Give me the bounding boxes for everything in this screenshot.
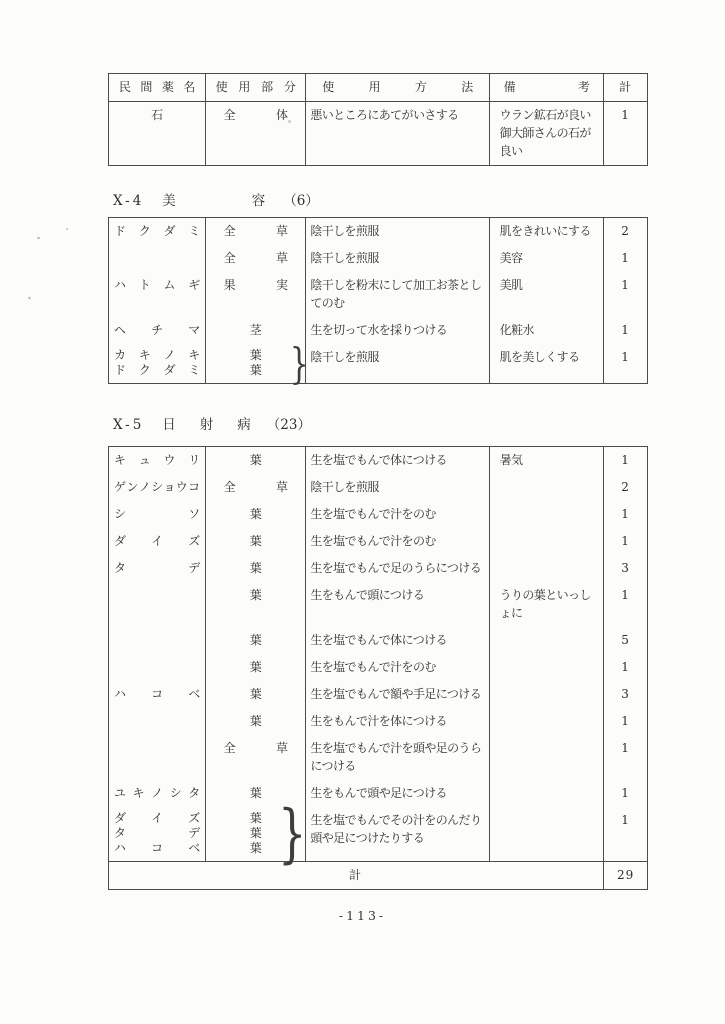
cell-used-part [206,272,307,317]
cell-remark: 肌を美しくする [490,344,605,383]
char: 体 [275,108,288,122]
cell-count: 1 [621,534,630,548]
char: ョ [163,480,175,494]
char: 計 [619,80,633,94]
cell-remark: 美容 [490,245,605,272]
cell-used-part [206,501,307,528]
char: タ [114,826,126,840]
char: ダ [114,534,126,548]
char: 葉 [249,348,262,362]
cell-usage-method: 生を塩でもんで額や手足につける [306,681,489,708]
cell-used-part [206,797,307,871]
char: ム [163,278,175,292]
cell-line [224,363,288,378]
cell-count: 1 [621,350,630,364]
section-count: （23） [266,417,311,433]
table-row [109,708,647,735]
cell-count: 3 [621,561,630,575]
char: 用 [368,80,380,94]
cell-line [224,348,288,363]
header-cell [206,74,307,101]
char: 草 [275,224,288,238]
char: 間 [140,80,152,94]
char: シ [169,786,182,800]
cell-count: 1 [621,813,630,827]
table-row [109,627,647,654]
char: ベ [188,687,200,701]
char: ソ [188,507,200,521]
char: ハ [114,841,126,855]
char: ノ [163,348,175,362]
cell-used-part [206,654,307,681]
char: 実 [275,278,288,292]
char: チ [151,323,163,337]
char: 葉 [249,561,262,575]
char: 全 [223,108,236,122]
char: ズ [188,534,200,548]
cell-remark [490,555,605,582]
cell-usage-method: 生を切って水を採りつける [306,317,489,344]
char: タ [188,786,200,800]
char: 葉 [249,687,262,701]
cell-used-part [206,102,307,165]
cell-line [114,348,200,363]
cell-usage-method: 生を塩でもんで汁をのむ [306,501,489,528]
char: ダ [163,363,175,377]
cell-remark [490,501,605,528]
char: タ [114,561,126,575]
char: デ [188,826,200,840]
cell-medicine-name [109,447,206,474]
table-row [109,102,647,165]
section-heading-x5 [113,413,311,433]
char: イ [151,811,163,825]
cell-used-part [206,218,307,245]
char: リ [188,453,200,467]
char: ゲ [114,480,126,494]
char: 名 [183,80,195,94]
cell-medicine-name [109,555,206,582]
table-heatstroke [108,446,648,890]
cell-count: 1 [621,588,630,602]
char: 葉 [249,588,262,602]
char: ハ [114,687,126,701]
scan-speck [37,237,40,239]
char: ノ [151,786,163,800]
cell-medicine-name [109,102,206,165]
char: 民 [119,80,131,94]
cell-usage-method: 陰干しを煎服 [306,218,489,245]
char: 葉 [249,633,262,647]
char: ベ [188,841,200,855]
cell-count: 1 [621,507,630,521]
char: 果 [223,278,236,292]
char: ド [114,363,126,377]
char: ギ [188,278,200,292]
char: ド [114,224,126,238]
cell-line [114,811,200,826]
char: キ [114,453,126,467]
cell-medicine-name [109,272,206,317]
char: 草 [275,251,288,265]
cell-used-part [206,338,309,388]
char: デ [188,561,200,575]
table-row [109,338,647,388]
group-brace-icon: } [290,338,309,388]
cell-remark [490,528,605,555]
char: 葉 [249,363,262,377]
cell-count: 2 [621,224,630,238]
table-row [109,218,647,245]
table-row [109,582,647,627]
cell-used-part [206,447,307,474]
char: ヘ [114,323,126,337]
cell-remark: ウラン鉱石が良い御大師さんの石が良い [490,102,605,165]
cell-usage-method: 生を塩でもんで体につける [306,447,489,474]
cell-usage-method: 生をもんで頭につける [306,582,489,627]
char: 法 [461,80,473,94]
cell-remark [490,708,605,735]
cell-count: 1 [621,108,630,122]
char: キ [132,786,144,800]
cell-count: 1 [621,323,630,337]
char: ズ [188,811,200,825]
cell-usage-method: 悪いところにあてがいさする [306,102,489,165]
char: カ [114,348,126,362]
char: 考 [577,80,590,94]
table-row [109,735,647,780]
cell-remark [490,735,605,780]
total-row [109,861,647,889]
char: 葉 [249,453,262,467]
header-cell [490,74,605,101]
cell-usage-method: 生をもんで汁を体につける [306,708,489,735]
header-cell [604,74,647,101]
section-title-char: 美 [162,193,176,209]
cell-usage-method: 生をもんで頭や足につける [306,780,489,807]
section-heading-x4 [113,189,319,209]
char: 茎 [249,323,262,337]
table-row [109,245,647,272]
char: マ [188,323,200,337]
char: ト [138,278,151,292]
char: 全 [223,480,236,494]
cell-medicine-name [109,474,206,501]
cell-usage-method: 生を塩でもんで体につける [306,627,489,654]
cell-medicine-name [109,501,206,528]
table-row [109,501,647,528]
char: 葉 [249,786,262,800]
cell-medicine-name [109,218,206,245]
cell-remark: 暑気 [490,447,605,474]
char: ダ [163,224,175,238]
table-row [109,272,647,317]
cell-medicine-name [109,317,206,344]
cell-usage-method: 生を塩でもんで汁を頭や足のうらにつける [306,735,489,780]
group-brace-icon: } [278,797,307,871]
cell-count: 1 [621,453,630,467]
scan-speck [28,296,32,299]
char: 使 [215,80,228,94]
table-beauty [108,217,648,388]
cell-count: 1 [621,714,630,728]
cell-medicine-name [109,582,206,627]
cell-count: 1 [621,251,630,265]
cell-used-part [206,735,307,780]
total-label: 計 [109,862,604,889]
char: 薬 [161,80,174,94]
table-folk-remedy-stone [108,73,648,166]
char: ハ [114,278,126,292]
cell-remark [490,807,605,861]
cell-count: 5 [621,633,630,647]
char: 草 [275,741,288,755]
cell-used-part [206,245,307,272]
scan-speck [66,228,68,230]
table-row [109,780,647,807]
cell-remark: 肌をきれいにする [490,218,605,245]
char: ュ [138,453,151,467]
cell-line [114,826,200,841]
cell-usage-method: 生を塩でもんでその汁をのんだり頭や足につけたりする [306,807,489,861]
cell-count: 1 [621,786,630,800]
char: 葉 [249,841,262,855]
cell-usage-method: 生を塩でもんで汁をのむ [306,528,489,555]
cell-count: 1 [621,278,630,292]
section-count: （6） [283,193,319,209]
cell-used-part [206,474,307,501]
cell-used-part [206,528,307,555]
cell-remark [490,627,605,654]
char: 全 [223,251,236,265]
char: ミ [188,363,200,377]
char: 部 [261,80,273,94]
table-row [109,474,647,501]
cell-usage-method: 生を塩でもんで汁をのむ [306,654,489,681]
char: 葉 [249,811,262,825]
table-row [109,447,647,474]
char: 全 [223,741,236,755]
cell-usage-method: 陰干しを煎服 [306,344,489,383]
cell-line [114,841,200,856]
cell-medicine-name [109,627,206,654]
total-count: 29 [616,868,635,882]
char: 葉 [249,507,262,521]
table-row [109,654,647,681]
cell-medicine-name [109,654,206,681]
header-cell [306,74,489,101]
cell-remark: 化粧水 [490,317,605,344]
char: ク [138,363,151,377]
cell-used-part [206,708,307,735]
char: 草 [275,480,288,494]
cell-used-part [206,681,307,708]
cell-remark: 美肌 [490,272,605,317]
cell-medicine-name [109,735,206,780]
cell-medicine-name [109,708,206,735]
cell-medicine-name [109,807,206,861]
char: コ [151,841,163,855]
cell-used-part [206,627,307,654]
char: ノ [138,480,151,494]
section-title-char: 日 [162,417,176,433]
table-row [109,681,647,708]
table-row [109,797,647,871]
char: イ [151,534,163,548]
char: ユ [114,786,126,800]
cell-remark [490,654,605,681]
char: コ [188,480,200,494]
char: コ [151,687,163,701]
cell-count: 3 [621,687,630,701]
cell-usage-method: 生を塩でもんで足のうらにつける [306,555,489,582]
cell-usage-method: 陰干しを粉末にして加工お茶としてのむ [306,272,489,317]
char: ク [138,224,151,238]
char: シ [151,480,163,494]
char: 分 [283,80,296,94]
page-number: -113- [338,908,387,923]
cell-usage-method: 陰干しを煎服 [306,245,489,272]
section-title-char: 射 [199,417,214,433]
char: ウ [175,480,188,494]
cell-medicine-name [109,528,206,555]
char: 葉 [249,534,262,548]
char: 葉 [249,660,262,674]
scan-speck [288,120,291,123]
cell-remark [490,474,605,501]
cell-count: 1 [621,741,630,755]
char: 全 [223,224,236,238]
char: 石 [151,108,163,122]
section-title-char: 病 [237,417,251,433]
cell-usage-method: 陰干しを煎服 [306,474,489,501]
table-row [109,555,647,582]
cell-line [114,363,200,378]
table-row [109,317,647,344]
cell-medicine-name [109,780,206,807]
char: キ [188,348,200,362]
cell-count: 2 [621,480,630,494]
table-row [109,528,647,555]
cell-remark [490,681,605,708]
char: 使 [322,80,334,94]
char: 葉 [249,714,262,728]
char: シ [114,507,126,521]
cell-remark: うりの葉といっしょに [490,582,605,627]
cell-medicine-name [109,344,206,383]
char: 方 [414,80,427,94]
cell-remark [490,780,605,807]
section-id: X-4 [113,193,145,209]
cell-medicine-name [109,245,206,272]
char: 用 [238,80,250,94]
section-id: X-5 [113,417,145,433]
cell-used-part [206,555,307,582]
cell-medicine-name [109,681,206,708]
char: ウ [163,453,175,467]
char: 葉 [249,826,262,840]
char: キ [138,348,151,362]
cell-used-part [206,582,307,627]
cell-count: 1 [621,660,630,674]
header-cell [109,74,206,101]
char: ン [126,480,138,494]
char: 備 [503,80,516,94]
table-header-row [109,74,647,102]
char: ダ [114,811,126,825]
char: ミ [188,224,200,238]
section-title-char: 容 [251,193,266,209]
